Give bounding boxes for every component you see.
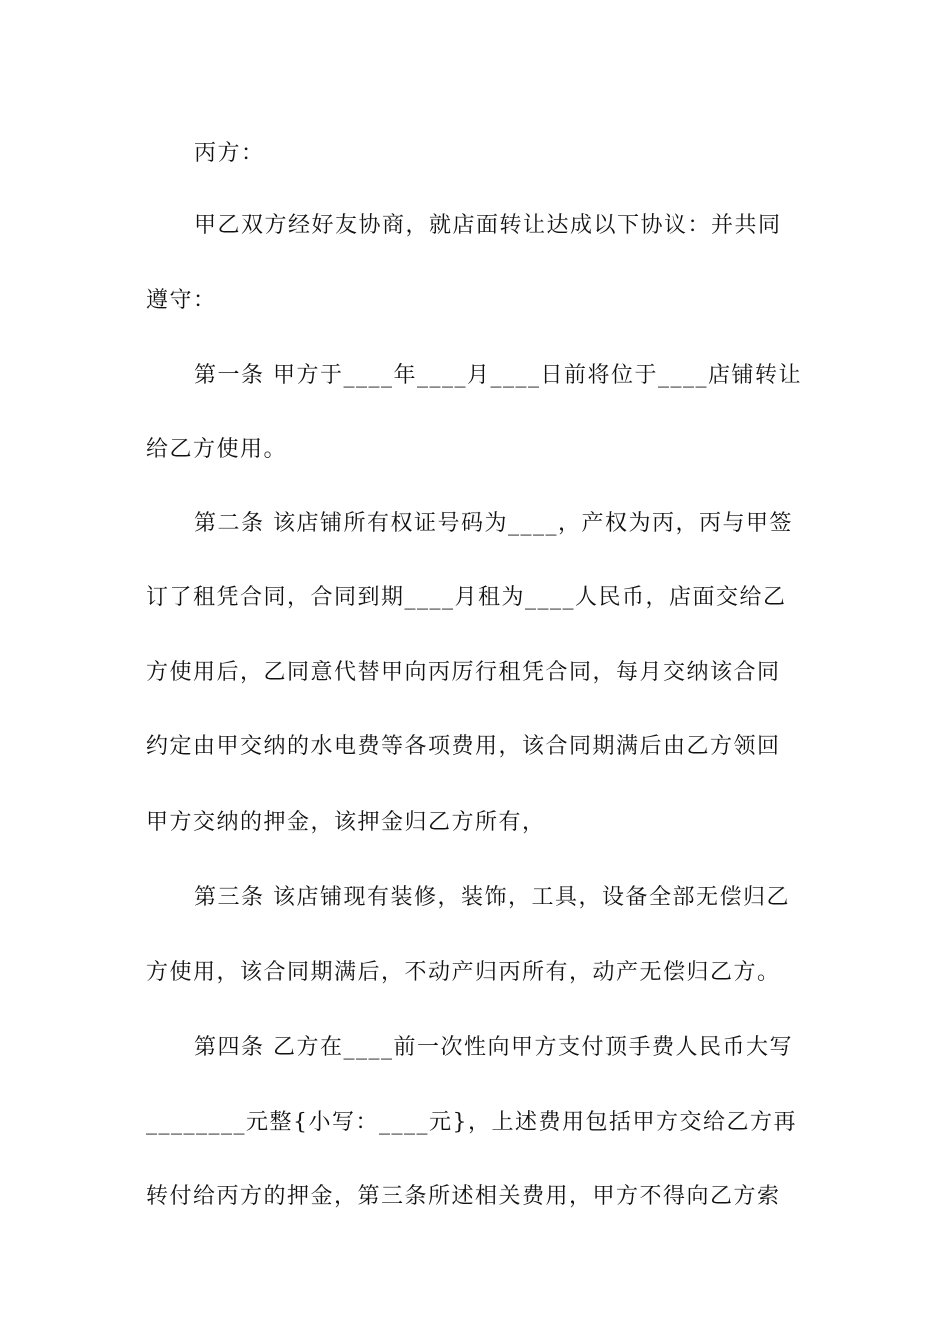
article-2-line-4: 约定由甲交纳的水电费等各项费用，该合同期满后由乙方领回 [146, 734, 781, 759]
article-4-line-3: 转付给丙方的押金，第三条所述相关费用，甲方不得向乙方索 [146, 1184, 781, 1209]
article-4-line-2: ________元整{小写：____元}，上述费用包括甲方交给乙方再 [146, 1110, 797, 1135]
article-2-line-2: 订了租凭合同，合同到期____月租为____人民币，店面交给乙 [146, 585, 787, 610]
article-1-line-2: 给乙方使用。 [146, 437, 288, 462]
article-3-line-1: 第三条 该店铺现有装修，装饰，工具，设备全部无偿归乙 [194, 885, 790, 910]
article-2-line-1: 第二条 该店铺所有权证号码为____，产权为丙，丙与甲签 [194, 511, 793, 536]
article-3-line-2: 方使用，该合同期满后，不动产归丙所有，动产无偿归乙方。 [146, 960, 781, 985]
article-2-line-5: 甲方交纳的押金，该押金归乙方所有， [146, 810, 546, 835]
party-c-line-1: 丙方： [194, 141, 265, 166]
article-1-line-1: 第一条 甲方于____年____月____日前将位于____店铺转让 [194, 363, 802, 388]
article-4-line-1: 第四条 乙方在____前一次性向甲方支付顶手费人民币大写 [194, 1035, 793, 1060]
preamble-line-2: 遵守： [146, 288, 217, 313]
preamble-line-1: 甲乙双方经好友协商，就店面转让达成以下协议：并共同 [194, 213, 782, 238]
article-2-line-3: 方使用后，乙同意代替甲向丙厉行租凭合同，每月交纳该合同 [146, 660, 781, 685]
